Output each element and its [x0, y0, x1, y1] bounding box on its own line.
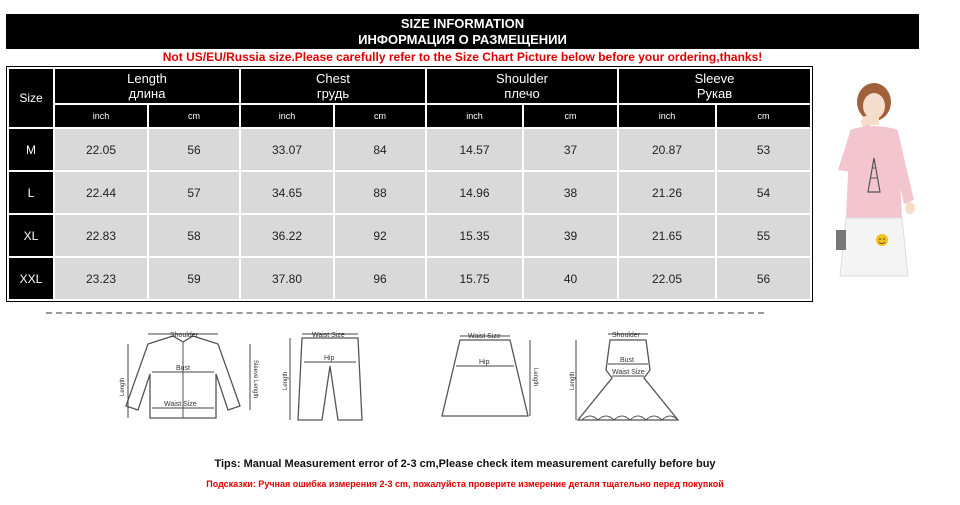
- table-cell: 15.75: [427, 258, 522, 299]
- pants-diagram: [280, 326, 380, 426]
- unit-header: cm: [524, 105, 617, 127]
- table-cell: 56: [717, 258, 810, 299]
- pants-waist-label: Waist Size: [312, 332, 345, 339]
- group-label-en: Shoulder: [495, 71, 549, 86]
- divider-dashed: [46, 312, 764, 314]
- table-cell: 23.23: [55, 258, 147, 299]
- group-label-ru: длина: [128, 86, 166, 101]
- table-cell: 14.57: [427, 129, 522, 170]
- table-cell: 22.05: [55, 129, 147, 170]
- skirt-length-label: Length: [532, 368, 538, 387]
- model-photo: [822, 80, 922, 280]
- table-cell: 54: [717, 172, 810, 213]
- title-banner: [6, 14, 919, 49]
- table-cell: 34.65: [241, 172, 333, 213]
- title-english: SIZE INFORMATION: [400, 16, 525, 31]
- table-cell: 39: [524, 215, 617, 256]
- table-cell: 33.07: [241, 129, 333, 170]
- table-cell: 92: [335, 215, 425, 256]
- pants-hip-label: Hip: [324, 355, 335, 362]
- size-label: M: [9, 129, 53, 170]
- group-label-ru: Рукав: [696, 86, 733, 101]
- table-cell: 22.44: [55, 172, 147, 213]
- size-label: XL: [9, 215, 53, 256]
- table-cell: 38: [524, 172, 617, 213]
- table-cell: 84: [335, 129, 425, 170]
- table-cell: 57: [149, 172, 239, 213]
- group-label-ru: грудь: [316, 86, 350, 101]
- skirt-hip-label: Hip: [479, 359, 490, 366]
- table-row: [9, 172, 810, 213]
- title-russian: ИНФОРМАЦИЯ О РАЗМЕЩЕНИИ: [358, 32, 567, 47]
- tips-label: Tips:: [214, 458, 241, 470]
- tips-russian: Подсказки: Ручная ошибка измерения 2-3 cm, пожалуйста проверите измерение деталя тщательно перед покупкой: [206, 479, 724, 489]
- skirt-diagram: [430, 326, 540, 426]
- size-column-header: Size: [9, 69, 53, 127]
- table-cell: 22.05: [619, 258, 715, 299]
- table-cell: 56: [149, 129, 239, 170]
- group-label-en: Length: [127, 71, 167, 86]
- table-row: [9, 129, 810, 170]
- pants-length-label: Length: [283, 371, 289, 390]
- size-table: [6, 66, 813, 302]
- unit-header: inch: [619, 105, 715, 127]
- size-warning: Not US/EU/Russia size.Please carefully refer to the Size Chart Picture below before your ordering,thanks!: [162, 50, 763, 64]
- skirt-waist-label: Waist Size: [468, 333, 501, 340]
- shirt-sleeve-label: Sleeve Length: [252, 360, 258, 399]
- table-cell: 96: [335, 258, 425, 299]
- group-label-en: Chest: [316, 71, 350, 86]
- shirt-length-label: Length: [120, 377, 126, 396]
- table-cell: 20.87: [619, 129, 715, 170]
- table-cell: 21.26: [619, 172, 715, 213]
- group-label-ru: плечо: [504, 86, 540, 101]
- group-header-sleeve: [619, 69, 810, 103]
- group-header-chest: [241, 69, 425, 103]
- table-cell: 22.83: [55, 215, 147, 256]
- table-cell: 88: [335, 172, 425, 213]
- table-cell: 14.96: [427, 172, 522, 213]
- table-cell: 53: [717, 129, 810, 170]
- table-cell: 59: [149, 258, 239, 299]
- tips-line: [0, 458, 930, 470]
- unit-header: cm: [149, 105, 239, 127]
- table-row: [9, 258, 810, 299]
- table-cell: 21.65: [619, 215, 715, 256]
- dress-length-label: Length: [570, 371, 576, 390]
- table-cell: 40: [524, 258, 617, 299]
- tips-text: Manual Measurement error of 2-3 cm,Please check item measurement carefully before buy: [243, 458, 716, 470]
- shirt-diagram: [118, 326, 266, 426]
- table-cell: 55: [717, 215, 810, 256]
- shirt-bust-label: Bust: [176, 365, 191, 372]
- unit-header: cm: [717, 105, 810, 127]
- dress-waist-label: Waist Size: [612, 369, 645, 376]
- unit-header: inch: [55, 105, 147, 127]
- table-row: [9, 215, 810, 256]
- dress-bust-label: Bust: [620, 357, 635, 364]
- dress-diagram: [568, 326, 688, 426]
- dress-shoulder-label: Shoulder: [612, 332, 641, 339]
- table-cell: 58: [149, 215, 239, 256]
- table-cell: 15.35: [427, 215, 522, 256]
- size-label: XXL: [9, 258, 53, 299]
- table-cell: 37.80: [241, 258, 333, 299]
- shirt-waist-label: Waist Size: [164, 401, 197, 408]
- group-header-length: [55, 69, 239, 103]
- unit-header: cm: [335, 105, 425, 127]
- size-label: L: [9, 172, 53, 213]
- group-header-shoulder: [427, 69, 617, 103]
- unit-header: inch: [241, 105, 333, 127]
- table-cell: 37: [524, 129, 617, 170]
- unit-header: inch: [427, 105, 522, 127]
- group-label-en: Sleeve: [694, 71, 735, 86]
- shirt-shoulder-label: Shoulder: [170, 332, 199, 339]
- table-cell: 36.22: [241, 215, 333, 256]
